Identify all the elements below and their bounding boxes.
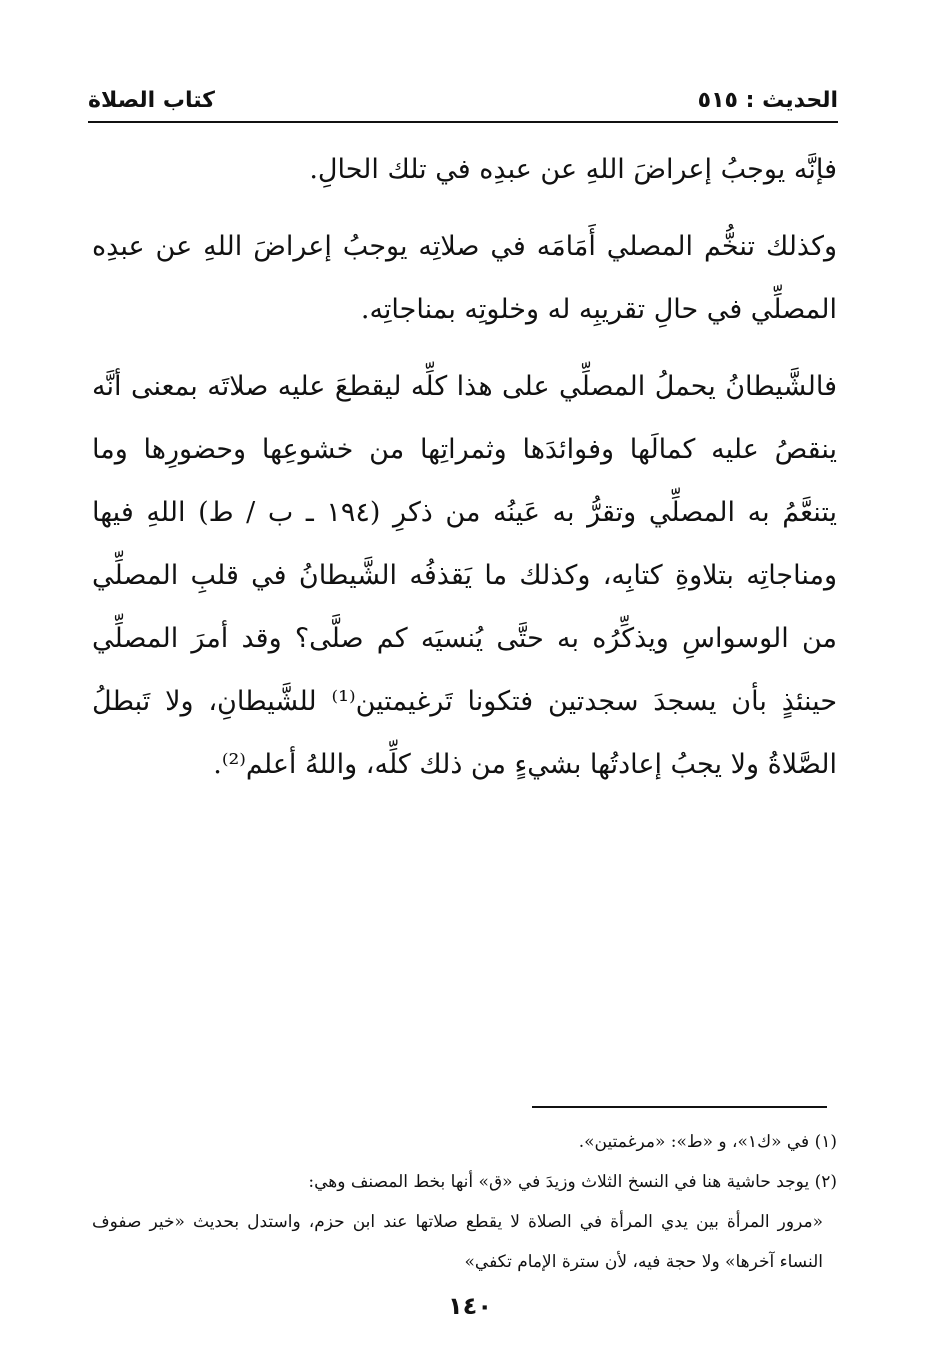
- paragraph-1: فإنَّه يوجبُ إعراضَ اللهِ عن عبدِه في تلك الحالِ.: [309, 154, 837, 185]
- footnote-1: (١) في «ك١»، و «ط»: «مرغمتين».: [578, 1132, 837, 1152]
- footnote-2-quote: «مرور المرأة بين يدي المرأة في الصلاة لا يقطع صلاتها عند ابن حزم، واستدل بحديث «خير صفوف النساء آخرها» ولا حجة فيه، لأن سترة الإمام تكفي»: [92, 1212, 823, 1272]
- running-header: [88, 82, 838, 122]
- hadith-number-heading: الحديث : ٥١٥: [697, 88, 838, 113]
- book-title-heading: كتاب الصلاة: [88, 88, 215, 113]
- paragraph-2: وكذلك تنخُّم المصلي أَمَامَه في صلاتِه يوجبُ إعراضَ اللهِ عن عبدِه المصلِّي في حالِ تقريبِه له وخلوتِه بمناجاتِه.: [92, 231, 837, 325]
- footnotes: [92, 1122, 837, 1282]
- main-text: [92, 138, 837, 796]
- footnote-separator: [532, 1106, 827, 1108]
- header-rule: [88, 121, 838, 123]
- paragraph-3: فالشَّيطانُ يحملُ المصلِّي على هذا كلِّه ليقطعَ عليه صلاتَه بمعنى أنَّه ينقصُ عليه كمالَها وفوائدَها وثمراتِها من خشوعِها وحضورِها وما يتنعَّمُ به المصلِّي وتقرُّ به عَينُه من ذكرِ (١٩٤ ـ ب / ط) اللهِ فيها ومناجاتِه بتلاوةِ كتابِه، وكذلك ما يَقذفُه الشَّيطانُ في قلبِ المصلِّي من الوسواسِ ويذكِّرُه به حتَّى يُنسيَه كم صلَّى؟ وقد أمرَ المصلِّي حينئذٍ بأن يسجدَ سجدتين فتكونا تَرغيمتين⁽¹⁾ للشَّيطانِ، ولا تَبطلُ الصَّلاةُ ولا يجبُ إعادتُها بشيءٍ من ذلك كلِّه، واللهُ أعلم⁽²⁾.: [92, 371, 838, 780]
- page-number: ١٤٠: [448, 1292, 492, 1320]
- footnote-2: (٢) يوجد حاشية هنا في النسخ الثلاث وزيدَ في «ق» أنها بخط المصنف وهي:: [308, 1172, 837, 1192]
